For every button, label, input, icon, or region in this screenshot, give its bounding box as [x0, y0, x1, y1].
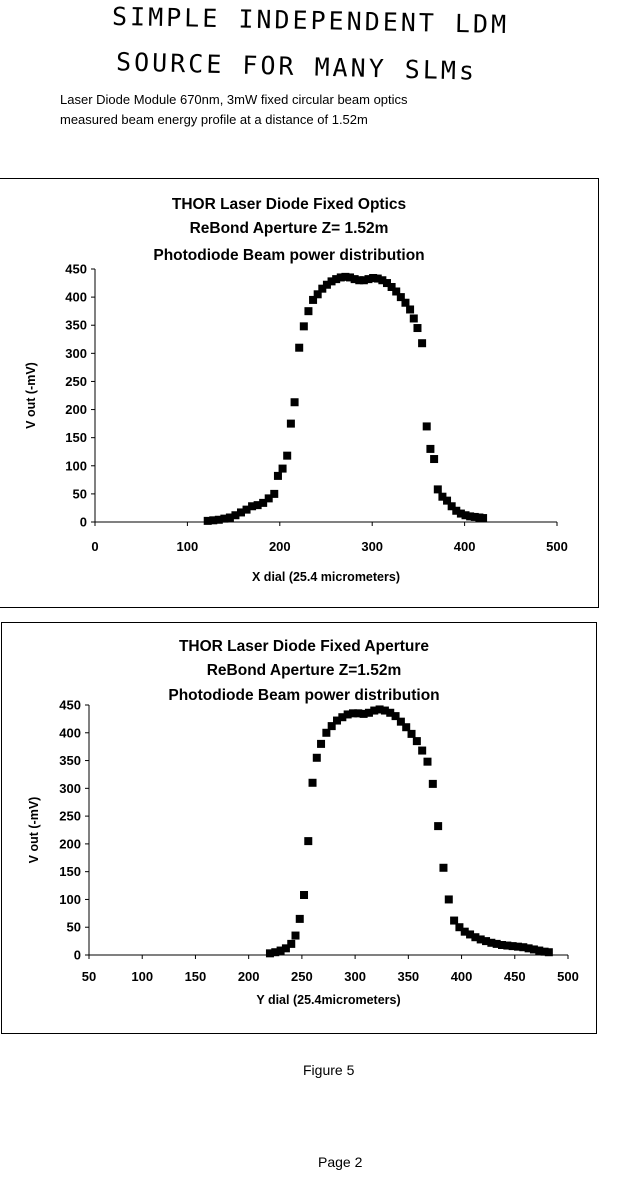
data-point: [313, 754, 321, 762]
data-point: [304, 307, 312, 315]
data-point: [423, 422, 431, 430]
x-tick-label: 0: [91, 539, 99, 554]
data-point: [413, 737, 421, 745]
x-tick-label: 300: [344, 969, 366, 984]
chart-title-line: Photodiode Beam power distribution: [153, 247, 425, 264]
data-point: [545, 948, 553, 956]
data-point: [295, 344, 303, 352]
x-tick-label: 150: [184, 969, 207, 984]
x-tick-label: 300: [361, 539, 384, 554]
data-point: [292, 932, 300, 940]
data-point: [429, 780, 437, 788]
y-tick-label: 400: [65, 289, 87, 305]
data-point: [434, 822, 442, 830]
y-tick-label: 50: [66, 919, 81, 935]
chart-y-dial-panel: [1, 622, 597, 1034]
x-tick-label: 100: [176, 539, 199, 554]
chart-x-dial: [0, 179, 598, 607]
data-point: [300, 891, 308, 899]
y-tick-label: 250: [65, 373, 87, 389]
data-point: [418, 747, 426, 755]
data-point: [304, 837, 312, 845]
y-tick-label: 100: [65, 458, 87, 474]
x-tick-label: 50: [81, 969, 97, 984]
data-point: [430, 455, 438, 463]
x-tick-label: 200: [268, 539, 291, 554]
data-point: [270, 490, 278, 498]
x-tick-label: 500: [557, 969, 579, 984]
x-tick-label: 400: [453, 539, 476, 554]
y-tick-label: 300: [59, 780, 81, 796]
data-point: [296, 915, 304, 923]
x-axis-label: Y dial (25.4micrometers): [256, 993, 401, 1007]
y-tick-label: 100: [59, 891, 81, 907]
y-tick-label: 450: [59, 697, 81, 713]
data-point: [317, 740, 325, 748]
data-point: [410, 314, 418, 322]
y-tick-label: 300: [65, 345, 87, 361]
chart-title-line: ReBond Aperture Z=1.52m: [206, 662, 402, 679]
data-point: [283, 452, 291, 460]
data-point: [309, 779, 317, 787]
data-point: [439, 864, 447, 872]
y-tick-label: 350: [65, 317, 87, 333]
caption-line2: measured beam energy profile at a distance of 1.52m: [60, 112, 368, 127]
data-point: [274, 472, 282, 480]
handwritten-note-line1: SIMPLE INDEPENDENT LDM: [111, 1, 510, 40]
page-number: Page 2: [318, 1154, 363, 1170]
y-tick-label: 150: [65, 430, 87, 446]
chart-title-line: THOR Laser Diode Fixed Optics: [171, 196, 407, 213]
y-tick-label: 450: [65, 261, 87, 277]
data-point: [479, 514, 487, 522]
data-point: [413, 324, 421, 332]
data-point: [445, 895, 453, 903]
data-point: [287, 940, 295, 948]
y-tick-label: 200: [65, 402, 87, 418]
x-tick-label: 400: [450, 969, 473, 984]
chart-title-line: THOR Laser Diode Fixed Aperture: [178, 638, 430, 655]
chart-x-dial-panel: [0, 178, 599, 608]
y-tick-label: 200: [59, 836, 81, 852]
y-axis-label: V out (-mV): [24, 362, 38, 429]
chart-y-dial: [2, 623, 596, 1033]
data-point: [418, 339, 426, 347]
x-tick-label: 100: [131, 969, 154, 984]
x-tick-label: 350: [397, 969, 420, 984]
y-tick-label: 50: [72, 486, 87, 502]
x-tick-label: 500: [546, 539, 568, 554]
data-point: [423, 758, 431, 766]
data-point: [279, 465, 287, 473]
figure-caption: Figure 5: [303, 1062, 355, 1078]
data-point: [291, 398, 299, 406]
x-tick-label: 450: [503, 969, 526, 984]
x-tick-label: 250: [291, 969, 313, 984]
data-point: [287, 420, 295, 428]
chart-title-line: Photodiode Beam power distribution: [168, 687, 440, 704]
data-point: [426, 445, 434, 453]
x-tick-label: 200: [237, 969, 260, 984]
y-tick-label: 0: [73, 947, 81, 963]
y-tick-label: 0: [79, 514, 87, 530]
data-point: [300, 322, 308, 330]
y-tick-label: 400: [59, 725, 81, 741]
handwritten-note-line2: SOURCE FOR MANY SLMs: [115, 47, 478, 86]
caption-line1: Laser Diode Module 670nm, 3mW fixed circular beam optics: [60, 92, 408, 107]
chart-title-line: ReBond Aperture Z= 1.52m: [189, 220, 389, 237]
x-axis-label: X dial (25.4 micrometers): [252, 570, 400, 584]
y-tick-label: 250: [59, 808, 81, 824]
data-point: [434, 485, 442, 493]
y-tick-label: 150: [59, 864, 81, 880]
data-point: [408, 730, 416, 738]
data-point: [406, 305, 414, 313]
y-axis-label: V out (-mV): [27, 796, 41, 864]
y-tick-label: 350: [59, 753, 81, 769]
